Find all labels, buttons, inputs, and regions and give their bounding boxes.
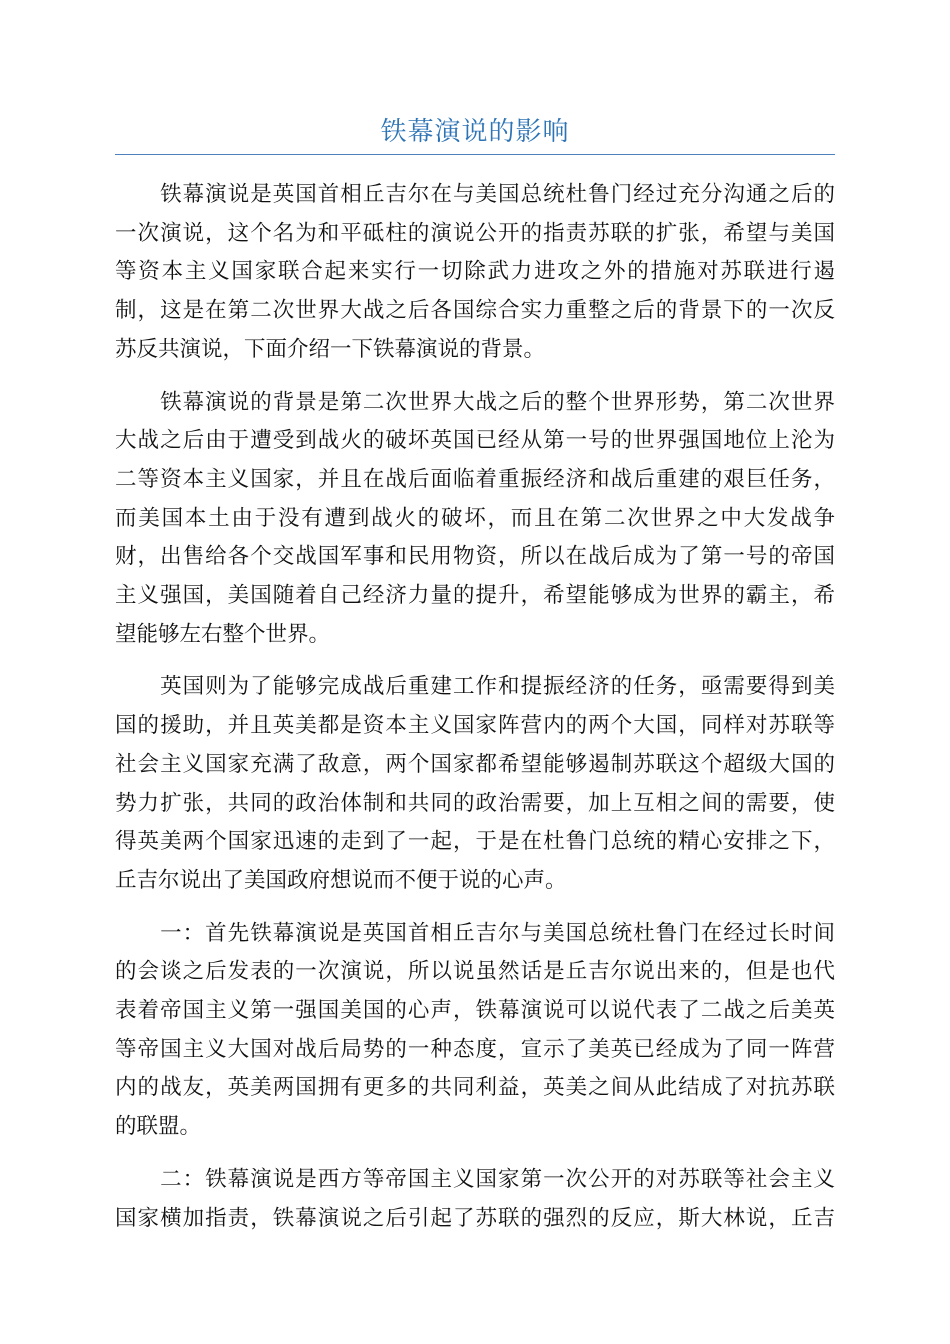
paragraph-line: 国的援助，并且英美都是资本主义国家阵营内的两个大国，同样对苏联等: [115, 713, 835, 739]
paragraph-line: 二：铁幕演说是西方等帝国主义国家第一次公开的对苏联等社会主义: [115, 1166, 835, 1192]
body-paragraph: [115, 176, 835, 370]
paragraph-line: 二等资本主义国家，并且在战后面临着重振经济和战后重建的艰巨任务，: [115, 466, 835, 492]
paragraph-line: 势力扩张，共同的政治体制和共同的政治需要，加上互相之间的需要，使: [115, 790, 835, 816]
body-paragraph: [115, 384, 835, 655]
document-body: [115, 176, 835, 1252]
paragraph-line: 一次演说，这个名为和平砥柱的演说公开的指责苏联的扩张，希望与美国: [115, 220, 835, 246]
paragraph-line: 大战之后由于遭受到战火的破坏英国已经从第一号的世界强国地位上沦为: [115, 428, 835, 454]
paragraph-line: 一：首先铁幕演说是英国首相丘吉尔与美国总统杜鲁门在经过长时间: [115, 920, 835, 946]
paragraph-line: 制，这是在第二次世界大战之后各国综合实力重整之后的背景下的一次反: [115, 298, 835, 324]
paragraph-line: 等资本主义国家联合起来实行一切除武力进攻之外的措施对苏联进行遏: [115, 259, 835, 285]
body-paragraph: [115, 1161, 835, 1238]
body-paragraph: [115, 668, 835, 900]
paragraph-line: 铁幕演说是英国首相丘吉尔在与美国总统杜鲁门经过充分沟通之后的: [115, 182, 835, 207]
document-title: 铁幕演说的影响: [380, 117, 570, 147]
body-paragraph: [115, 915, 835, 1147]
paragraph-line: 社会主义国家充满了敌意，两个国家都希望能够遏制苏联这个超级大国的: [115, 751, 835, 777]
paragraph-line: 财，出售给各个交战国军事和民用物资，所以在战后成为了第一号的帝国: [115, 544, 835, 570]
title-underline: [115, 154, 835, 155]
paragraph-line: 苏反共演说，下面介绍一下铁幕演说的背景。: [115, 336, 546, 362]
paragraph-line: 国家横加指责，铁幕演说之后引起了苏联的强烈的反应，斯大林说，丘吉: [115, 1205, 835, 1231]
paragraph-line: 内的战友，英美两国拥有更多的共同利益，英美之间从此结成了对抗苏联: [115, 1075, 835, 1101]
paragraph-line: 的会谈之后发表的一次演说，所以说虽然话是丘吉尔说出来的，但是也代: [115, 959, 835, 985]
paragraph-line: 铁幕演说的背景是第二次世界大战之后的整个世界形势，第二次世界: [115, 389, 835, 415]
paragraph-line: 而美国本土由于没有遭到战火的破坏，而且在第二次世界之中大发战争: [115, 505, 835, 531]
paragraph-line: 得英美两个国家迅速的走到了一起，于是在杜鲁门总统的精心安排之下，: [115, 829, 835, 855]
paragraph-line: 望能够左右整个世界。: [115, 621, 331, 647]
paragraph-line: 的联盟。: [115, 1114, 202, 1140]
paragraph-line: 主义强国，美国随着自己经济力量的提升，希望能够成为世界的霸主，希: [115, 583, 835, 609]
paragraph-line: 英国则为了能够完成战后重建工作和提振经济的任务，亟需要得到美: [115, 674, 835, 700]
paragraph-line: 表着帝国主义第一强国美国的心声，铁幕演说可以说代表了二战之后美英: [115, 998, 835, 1024]
paragraph-line: 丘吉尔说出了美国政府想说而不便于说的心声。: [115, 867, 567, 893]
paragraph-line: 等帝国主义大国对战后局势的一种态度，宣示了美英已经成为了同一阵营: [115, 1036, 835, 1062]
